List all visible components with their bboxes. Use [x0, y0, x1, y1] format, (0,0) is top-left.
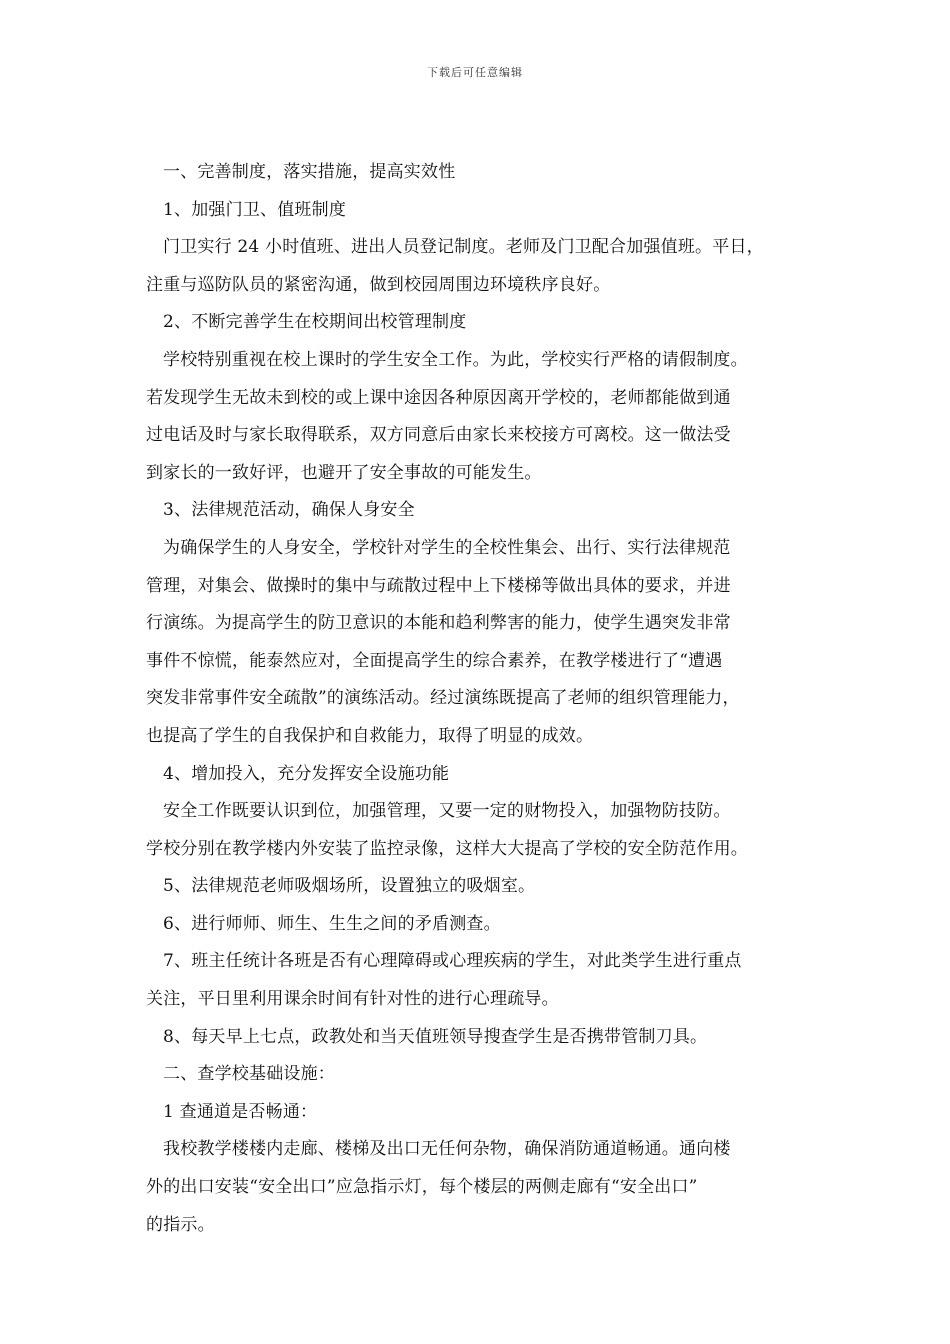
text-line: 行演练。为提高学生的防卫意识的本能和趋利弊害的能力，使学生遇突发非常 [146, 613, 731, 634]
text-line: 6、进行师师、师生、生生之间的矛盾测查。 [163, 913, 501, 934]
page-header: 下载后可任意编辑 [427, 66, 523, 79]
document-body [146, 154, 806, 1244]
text-line: 管理，对集会、做操时的集中与疏散过程中上下楼梯等做出具体的要求，并进 [146, 575, 731, 596]
text-line: 7、班主任统计各班是否有心理障碍或心理疾病的学生，对此类学生进行重点 [163, 951, 742, 972]
text-line: 过电话及时与家长取得联系，双方同意后由家长来校接方可离校。这一做法受 [146, 425, 731, 446]
text-line: 学校分别在教学楼内外安装了监控录像，这样大大提高了学校的安全防范作用。 [146, 838, 748, 859]
text-line: 2、不断完善学生在校期间出校管理制度 [163, 312, 467, 333]
text-line: 突发非常事件安全疏散”的演练活动。经过演练既提高了老师的组织管理能力， [146, 688, 740, 709]
text-line: 关注，平日里利用课余时间有针对性的进行心理疏导。 [146, 989, 559, 1010]
text-line: 我校教学楼楼内走廊、楼梯及出口无任何杂物，确保消防通道畅通。通向楼 [163, 1139, 731, 1160]
text-line: 一、完善制度，落实措施，提高实效性 [163, 162, 456, 182]
text-line: 1、加强门卫、值班制度 [163, 199, 347, 220]
text-line: 3、法律规范活动，确保人身安全 [163, 500, 415, 521]
text-line: 到家长的一致好评，也避开了安全事故的可能发生。 [146, 462, 542, 483]
text-line: 安全工作既要认识到位，加强管理，又要一定的财物投入，加强物防技防。 [163, 801, 731, 822]
text-line: 为确保学生的人身安全，学校针对学生的全校性集会、出行、实行法律规范 [163, 537, 731, 558]
text-line: 1 查通道是否畅通： [163, 1101, 318, 1122]
text-line: 注重与巡防队员的紧密沟通，做到校园周围边环境秩序良好。 [146, 274, 611, 295]
text-line: 5、法律规范老师吸烟场所，设置独立的吸烟室。 [163, 876, 536, 897]
text-line: 事件不惊慌，能泰然应对，全面提高学生的综合素养，在教学楼进行了“遭遇 [146, 650, 723, 671]
text-line: 4、增加投入，充分发挥安全设施功能 [163, 763, 450, 784]
text-line: 门卫实行 24 小时值班、进出人员登记制度。老师及门卫配合加强值班。平日， [163, 237, 764, 258]
text-line: 也提高了学生的自我保护和自救能力，取得了明显的成效。 [146, 725, 594, 746]
text-line: 学校特别重视在校上课时的学生安全工作。为此，学校实行严格的请假制度。 [163, 349, 748, 370]
text-line: 二、查学校基础设施： [163, 1064, 335, 1085]
text-line: 的指示。 [146, 1214, 215, 1235]
text-line: 8、每天早上七点，政教处和当天值班领导搜查学生是否携带管制刀具。 [163, 1026, 708, 1047]
text-line: 外的出口安装“安全出口”应急指示灯，每个楼层的两侧走廊有“安全出口” [146, 1177, 698, 1198]
text-line: 若发现学生无故未到校的或上课中途因各种原因离开学校的，老师都能做到通 [146, 387, 731, 408]
